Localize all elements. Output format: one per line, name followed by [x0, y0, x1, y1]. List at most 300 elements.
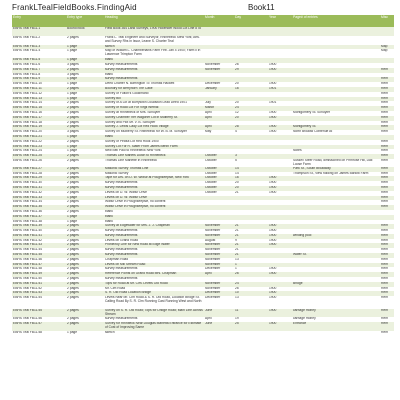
year-cell: 1900 — [268, 229, 292, 234]
day-cell: 28 — [234, 125, 268, 130]
entry-cell: EBHS Teal FB11.13 — [12, 97, 66, 102]
table-row — [12, 309, 394, 318]
heading-cell: Survey for Rhinbeck Near Douglas Marietta Entrance for Estimate of Cost of Improving Same — [104, 322, 204, 331]
heading-cell: New Bell Paul to Rhinebeck New York — [104, 149, 204, 154]
entry-type-cell: 2 pages — [66, 87, 104, 92]
entry-type-cell: 2 pages — [66, 234, 104, 239]
day-cell: 16 — [234, 176, 268, 181]
entry-cell: EBHS Teal FB11.12 — [12, 92, 66, 97]
page-entries-cell: North Broadw Contenue At — [292, 130, 380, 135]
heading-cell: Survey Lot For R. Slater From James Berlin Farm — [104, 145, 204, 150]
entry-type-cell: 2 pages — [66, 296, 104, 308]
year-cell: 1901 — [268, 101, 292, 106]
table-row — [12, 36, 394, 45]
year-cell: 1900 — [268, 176, 292, 181]
month-cell: December — [204, 82, 234, 87]
heading-cell: Survey and Plot Mr. V. B. Schuyler — [104, 121, 204, 126]
page-entries-cell — [292, 331, 380, 336]
table-row — [12, 296, 394, 308]
heading-cell: Survey on S. R. Old Road; Tops for Dridge Road; Main Line Across Stream — [105, 308, 203, 316]
entry-type-cell: 2 pages — [66, 186, 104, 191]
entry-type-cell: 3 pages — [66, 73, 104, 78]
entry-cell: EBHS Teal FB11.33 — [12, 196, 66, 201]
day-cell: 4 — [234, 130, 268, 135]
misc-cell: Rem — [380, 172, 394, 177]
misc-cell: Rem — [380, 309, 394, 318]
book-label: Book11 — [248, 3, 275, 12]
misc-cell: Rem — [380, 200, 394, 205]
entry-cell: EBHS Teal FB11.32 — [12, 191, 66, 196]
year-cell: 1900 — [268, 322, 292, 331]
month-cell: November — [204, 258, 234, 263]
month-cell: March — [204, 106, 234, 111]
year-cell — [268, 36, 292, 45]
column-header-misc: Misc — [380, 15, 394, 27]
month-cell — [204, 36, 234, 45]
entry-type-cell: 2 pages — [66, 229, 104, 234]
day-cell: 21 — [234, 243, 268, 248]
year-cell: 1900 — [268, 63, 292, 68]
misc-cell: Rem — [380, 291, 394, 296]
day-cell: 20 — [234, 186, 268, 191]
heading-cell: survey measurements — [104, 63, 204, 68]
entry-type-cell: 2 pages — [66, 282, 104, 287]
entry-type-cell: 1 page — [66, 135, 104, 140]
entry-type-cell: 2 pages — [66, 191, 104, 196]
misc-cell: Rem — [380, 125, 394, 130]
heading-cell: Deed Charter N. Barrington To Thomas Hackett — [104, 82, 204, 87]
column-header-year: Year — [268, 15, 292, 27]
misc-cell: Rem — [380, 186, 394, 191]
day-cell: 21 — [234, 234, 268, 239]
day-cell: 10 — [234, 291, 268, 296]
year-cell: 1900 — [268, 296, 292, 308]
misc-cell — [380, 27, 394, 36]
finding-aid-table — [12, 15, 394, 336]
misc-cell: Rem — [380, 145, 394, 150]
misc-cell — [380, 36, 394, 45]
year-cell: 1900 — [268, 82, 292, 87]
day-cell — [234, 49, 268, 58]
heading-cell: Levels on Grand Road — [104, 239, 204, 244]
entry-cell: EBHS Teal FB11.8 — [12, 73, 66, 78]
entry-cell: EBHS Teal FB11.42 — [12, 239, 66, 244]
column-header-entry-type: Entry type — [66, 15, 104, 27]
day-cell: 13 — [234, 258, 268, 263]
entry-cell: EBHS Teal FB11.9 — [12, 77, 66, 82]
heading-cell: blank — [104, 210, 204, 215]
day-cell — [234, 36, 268, 45]
entry-cell: EBHS Teal FB11.55 — [12, 309, 66, 318]
heading-cell: blank — [104, 73, 204, 78]
misc-cell: Rem — [380, 87, 394, 92]
misc-cell: Rem — [380, 181, 394, 186]
entry-type-cell: 1 page — [66, 49, 104, 58]
entry-cell: EBHS Teal FB11.5 — [12, 58, 66, 63]
misc-cell: Rem — [380, 317, 394, 322]
entry-type-cell: 2 pages — [66, 68, 104, 73]
month-cell: November — [204, 253, 234, 258]
page-entries-cell: Bridge — [292, 282, 380, 287]
entry-type-cell: 2 pages — [66, 111, 104, 116]
page-entries-cell: Park St., South Broadway — [292, 167, 380, 172]
heading-cell: Wilbur Drive in Poughkeepsie, no content — [104, 200, 204, 205]
misc-cell: Rem — [380, 243, 394, 248]
page-entries-cell — [292, 296, 380, 308]
page-entries-cell: Montgomery St. — [292, 125, 380, 130]
entry-cell: EBHS Teal FB11.56 — [12, 317, 66, 322]
entry-cell: EBHS Teal FB11.6 — [12, 63, 66, 68]
entry-cell: EBHS Teal FB11.25 — [12, 154, 66, 159]
misc-cell: Rem — [380, 159, 394, 167]
entry-cell: EBHS Teal FB11.41 — [12, 234, 66, 239]
entry-type-cell: 2 pages — [66, 159, 104, 167]
page-entries-cell: Sussex Steer Road, dimissioned on Primrose Hill, Dali Loose Farm — [292, 159, 380, 167]
day-cell: 24 — [234, 282, 268, 287]
misc-cell: Rem — [380, 287, 394, 292]
year-cell: 1900 — [268, 125, 292, 130]
month-cell: October — [204, 181, 234, 186]
heading-cell: Chapman Road — [104, 258, 204, 263]
misc-cell: Rem — [380, 248, 394, 253]
misc-cell: Rem — [380, 331, 394, 336]
entry-type-cell: 1 page — [66, 97, 104, 102]
entry-type-cell: 2 pages — [66, 140, 104, 145]
column-header-heading: Heading — [104, 15, 204, 27]
heading-cell: Wilbur Drive in Poughkeepsie, no content — [104, 205, 204, 210]
heading-cell: survey measurements — [104, 234, 204, 239]
entry-cell: EBHS Teal FB11.48 — [12, 267, 66, 272]
misc-cell: Rem — [380, 82, 394, 87]
entry-cell: EBHS Teal FB11.46 — [12, 258, 66, 263]
misc-cell: Rem — [380, 205, 394, 210]
entry-cell: EBHS Teal FB11.4 — [12, 49, 66, 58]
day-cell: 24 — [234, 106, 268, 111]
month-cell: December — [204, 291, 234, 296]
page-entries-cell: carriage money — [292, 317, 380, 322]
month-cell: November — [204, 287, 234, 292]
day-cell: 21 — [234, 229, 268, 234]
entry-type-cell: 2 pages — [66, 253, 104, 258]
entry-cell: EBHS Teal FB11.29 — [12, 176, 66, 181]
misc-cell: Rem — [380, 116, 394, 121]
misc-cell: Rem — [380, 272, 394, 277]
heading-cell: Survey of A Lot at Burrytown Doudston Lead Deed 1901 — [104, 101, 204, 106]
day-cell: 19 — [234, 317, 268, 322]
heading-cell: Profile/toy Line for New Road at Edge Water — [104, 243, 204, 248]
heading-cell: Boundry for Berryhorn The Cake — [104, 87, 204, 92]
day-cell: 20 — [234, 82, 268, 87]
entry-cell: EBHS Teal FB11.2 — [12, 36, 66, 45]
day-cell: 21 — [234, 248, 268, 253]
heading-cell: survey measurements — [104, 181, 204, 186]
table-row — [12, 322, 394, 331]
heading-cell: blank — [104, 220, 204, 225]
misc-cell: Rem — [380, 267, 394, 272]
entry-cell: EBHS Teal FB11.26 — [12, 159, 66, 167]
entry-type-cell: 2 pages — [66, 205, 104, 210]
day-cell: 20 — [234, 101, 268, 106]
misc-cell: Rem — [380, 191, 394, 196]
month-cell: November — [204, 229, 234, 234]
misc-cell: Rem — [380, 282, 394, 287]
entry-type-cell: 1 page — [66, 45, 104, 50]
misc-cell: Rem — [380, 196, 394, 201]
month-cell: July — [204, 101, 234, 106]
misc-cell: Map — [380, 45, 394, 50]
column-header-month: Month — [204, 15, 234, 27]
entry-cell: EBHS Teal FB11.45 — [12, 253, 66, 258]
entry-type-cell: 2 pages — [66, 224, 104, 229]
day-cell: 13 — [234, 296, 268, 308]
entry-type-cell: 1 page — [66, 331, 104, 336]
month-cell: November — [204, 248, 234, 253]
year-cell: 1900 — [268, 234, 292, 239]
month-cell: June — [204, 309, 234, 318]
misc-cell: Rem — [380, 68, 394, 73]
day-cell: 26 — [234, 287, 268, 292]
entry-cell: EBHS Teal FB11.57 — [12, 322, 66, 331]
entry-type-cell: 2 pages — [66, 116, 104, 121]
misc-cell: Rem — [380, 296, 394, 308]
month-cell: December — [204, 296, 234, 308]
entry-type-cell: 2 pages — [66, 243, 104, 248]
entry-cell: EBHS Teal FB11.22 — [12, 140, 66, 145]
entry-type-cell: 2 pages — [66, 258, 104, 263]
entry-cell: EBHS Teal FB11.31 — [12, 186, 66, 191]
entry-type-cell: 2 pages — [66, 154, 104, 159]
year-cell — [268, 331, 292, 336]
month-cell — [204, 49, 234, 58]
title-row — [12, 3, 392, 15]
misc-cell: Rem — [380, 92, 394, 97]
day-cell: 14 — [234, 172, 268, 177]
heading-cell: Thomas Line Mariets Dutch to Rhinebeck — [104, 154, 204, 159]
entry-type-cell: 2 pages — [66, 277, 104, 282]
year-cell: 1900 — [268, 111, 292, 116]
entry-type-cell: 2 pages — [66, 317, 104, 322]
entry-type-cell: 2 pages — [66, 263, 104, 268]
heading-cell: Survey Chamber 'her Wagoner Lot in Mulberry St. — [104, 116, 204, 121]
heading-cell: Survey Bill — [104, 97, 204, 102]
entry-type-cell: 3 pages — [66, 130, 104, 135]
entry-cell: EBHS Teal FB11.38 — [12, 220, 66, 225]
entry-cell: EBHS Teal FB11.40 — [12, 229, 66, 234]
page-entries-cell — [292, 36, 380, 45]
column-header-page-entries: Page# of entries — [292, 15, 380, 27]
heading-cell: Masonic Survey Thomas Line — [104, 167, 204, 172]
page-entries-cell — [292, 49, 380, 58]
entry-type-cell: 2 pages — [66, 167, 104, 172]
heading-cell: Frank L. Teal Engineer and Surveyor, Rhinebeck Stew York; Arts. and Survey Rhs in Issur, Leane S. Charter Teal — [104, 36, 204, 45]
misc-cell: Rem — [380, 149, 394, 154]
entry-cell: EBHS Teal FB11.43 — [12, 243, 66, 248]
heading-cell: Levels on Mill Stream Road — [104, 263, 204, 268]
month-cell: April — [204, 111, 234, 116]
month-cell: April — [204, 272, 234, 277]
table-row — [12, 49, 394, 58]
misc-cell: Rem — [380, 239, 394, 244]
day-cell — [234, 331, 268, 336]
day-cell: 20 — [234, 116, 268, 121]
year-cell: 1900 — [268, 291, 292, 296]
year-cell — [268, 49, 292, 58]
entry-type-cell: 3 pages — [66, 63, 104, 68]
month-cell: October — [204, 154, 234, 159]
heading-cell: Survey at Rhinebeck of Mrs. Schuyler — [104, 111, 204, 116]
entry-cell: EBHS Teal FB11.18 — [12, 121, 66, 126]
year-cell: 1901 — [268, 87, 292, 92]
entry-type-cell: 1 page — [66, 92, 104, 97]
year-cell: 1900 — [268, 186, 292, 191]
month-cell: October — [204, 186, 234, 191]
heading-cell: Survey of Peatut Lot Red Hook 1900 — [104, 140, 204, 145]
entry-cell: EBHS Teal FB11.50 — [12, 277, 66, 282]
heading-cell: Survey of Road Lot For Virgil Wetnal — [104, 106, 204, 111]
year-cell: 1900 — [268, 181, 292, 186]
heading-cell: survey measurements — [104, 277, 204, 282]
month-cell: January — [204, 87, 234, 92]
entry-type-cell: 2 pages — [66, 239, 104, 244]
misc-cell: Map — [380, 49, 394, 58]
day-cell: 5 — [234, 159, 268, 167]
entry-cell: EBHS Teal FB11.14 — [12, 101, 66, 106]
heading-cell: Levels on D. W. Wilbur Drive — [104, 191, 204, 196]
misc-cell: Rem — [380, 106, 394, 111]
document-title: FrankLTealFieldBooks.FindingAid — [12, 3, 137, 12]
column-header-entry: Entry — [12, 15, 66, 27]
entry-cell: EBHS Teal FB11.3 — [12, 45, 66, 50]
entry-type-cell: 1 page — [66, 149, 104, 154]
entry-type-cell: 1 page — [66, 145, 104, 150]
entry-cell: EBHS Teal FB11.19 — [12, 125, 66, 130]
column-header-day: Day — [234, 15, 268, 27]
entry-type-cell: 2 pages — [66, 291, 104, 296]
month-cell: October — [204, 159, 234, 167]
day-cell: 25 — [234, 322, 268, 331]
heading-cell: survey measurements — [104, 186, 204, 191]
heading-cell: Survey at Edgewater for Mrs. J. J. Chapman — [104, 224, 204, 229]
heading-cell: Levels Near Mr. Clm Road & S. R. Old Road, Location Bridge St. Calling Road By S. R. Clm Running Cast Running West and North — [104, 296, 204, 308]
page-entries-cell: carriage money — [292, 309, 380, 318]
entry-type-cell: 2 pages — [66, 181, 104, 186]
entry-type-cell: 2 pages — [66, 309, 104, 318]
day-cell: 11 — [234, 309, 268, 318]
day-cell: 1 — [234, 263, 268, 268]
year-cell: 1900 — [268, 130, 292, 135]
entry-cell: EBHS Teal FB11.58 — [12, 331, 66, 336]
day-cell: 1 — [234, 267, 268, 272]
month-cell: August — [204, 239, 234, 244]
day-cell: 21 — [234, 253, 268, 258]
heading-cell: Tops for Road at Mr. Clm. Levels Old Road — [104, 282, 204, 287]
page-entries-cell: winding pool — [292, 234, 380, 239]
misc-cell: Rem — [380, 224, 394, 229]
entry-type-cell: 2 pages — [66, 287, 104, 292]
day-cell: 3 — [234, 154, 268, 159]
entry-type-cell: 1 page — [66, 220, 104, 225]
month-cell: December — [204, 267, 234, 272]
heading-cell: Map of William L. Chamberlains Farm Feb. Jan 4 1900; Farm il in Lawrence Trimpton Farm — [104, 49, 204, 58]
entry-type-cell: 2 pages — [66, 210, 104, 215]
heading-cell: blank — [104, 215, 204, 220]
heading-cell: Thomas Line Mariette in Rhinebeck — [104, 159, 204, 167]
entry-cell: EBHS Teal FB11.36 — [12, 210, 66, 215]
month-cell: April — [204, 116, 234, 121]
entry-cell: EBHS Teal FB11.11 — [12, 87, 66, 92]
heading-cell: Reference Points on Grand Road Mrs. Chapman — [104, 272, 204, 277]
entry-cell: EBHS Teal FB11.10 — [12, 82, 66, 87]
year-cell: 1900 — [268, 267, 292, 272]
entry-cell: EBHS Teal FB11.20 — [12, 130, 66, 135]
entry-type-cell: 2 pages — [66, 101, 104, 106]
misc-cell: Rem — [380, 263, 394, 268]
heading-cell: Survey on Mulberry St. Rhinebeck for W. B. M. Schuyler — [104, 130, 204, 135]
entry-type-cell: 2 pages — [66, 272, 104, 277]
misc-cell: Rem — [380, 277, 394, 282]
entry-cell: EBHS Teal FB11.1 — [12, 27, 66, 36]
month-cell: November — [204, 282, 234, 287]
day-cell: 16 — [234, 87, 268, 92]
entry-cell: EBHS Teal FB11.15 — [12, 106, 66, 111]
day-cell: 21 — [234, 224, 268, 229]
heading-cell: Field Book 364 Land Surveys, 1900 Hollender Wood Lot Line 8 Id — [104, 27, 204, 36]
heading-cell: survey measurements — [104, 68, 204, 73]
month-cell: November — [204, 68, 234, 73]
entry-cell: EBHS Teal FB11.23 — [12, 145, 66, 150]
misc-cell: Rem — [380, 253, 394, 258]
entry-cell: EBHS Teal FB11.47 — [12, 263, 66, 268]
entry-type-cell: 2 pages — [66, 36, 104, 45]
day-cell: 21 — [234, 191, 268, 196]
entry-type-cell: 2 pages — [66, 172, 104, 177]
heading-cell: survey measurements — [104, 248, 204, 253]
heading-cell: Tape for Drs. on D. W. Wilbur at Poughkeepsie, New York — [104, 176, 204, 181]
heading-cell: Survey of Fulton's Goodmand — [104, 92, 204, 97]
page-entries-cell — [292, 27, 380, 36]
entry-type-cell: 2 pages — [66, 200, 104, 205]
table-body — [12, 27, 394, 336]
heading-cell: Masonic Survey — [104, 172, 204, 177]
page-entries-cell: Thompson St., view holding on James Barlow Farm — [292, 172, 380, 177]
misc-cell: Rem — [380, 101, 394, 106]
heading-cell: survey measurements — [104, 267, 204, 272]
month-cell: October — [204, 176, 234, 181]
entry-cell: EBHS Teal FB11.37 — [12, 215, 66, 220]
entry-cell: EBHS Teal FB11.54 — [12, 296, 66, 308]
misc-cell: Rem — [380, 130, 394, 135]
entry-type-cell: 1 page — [66, 77, 104, 82]
misc-cell: Rem — [380, 97, 394, 102]
heading-cell: Levels on D. W. Wilbur Drive — [104, 196, 204, 201]
month-cell: October — [204, 191, 234, 196]
entry-type-cell: 1 page — [66, 58, 104, 63]
misc-cell: Rem — [380, 229, 394, 234]
year-cell: 1900 — [268, 239, 292, 244]
entry-cell: EBHS Teal FB11.17 — [12, 116, 66, 121]
entry-cell: EBHS Teal FB11.28 — [12, 172, 66, 177]
heading-cell: sketch — [104, 45, 204, 50]
entry-cell: EBHS Teal FB11.16 — [12, 111, 66, 116]
year-cell — [268, 27, 292, 36]
day-cell: 9 — [234, 239, 268, 244]
table-row — [12, 159, 394, 167]
month-cell: October — [204, 167, 234, 172]
misc-cell: Rem — [380, 167, 394, 172]
month-cell: November — [204, 243, 234, 248]
day-cell: 26 — [234, 63, 268, 68]
entry-type-cell: 2 pages — [66, 176, 104, 181]
